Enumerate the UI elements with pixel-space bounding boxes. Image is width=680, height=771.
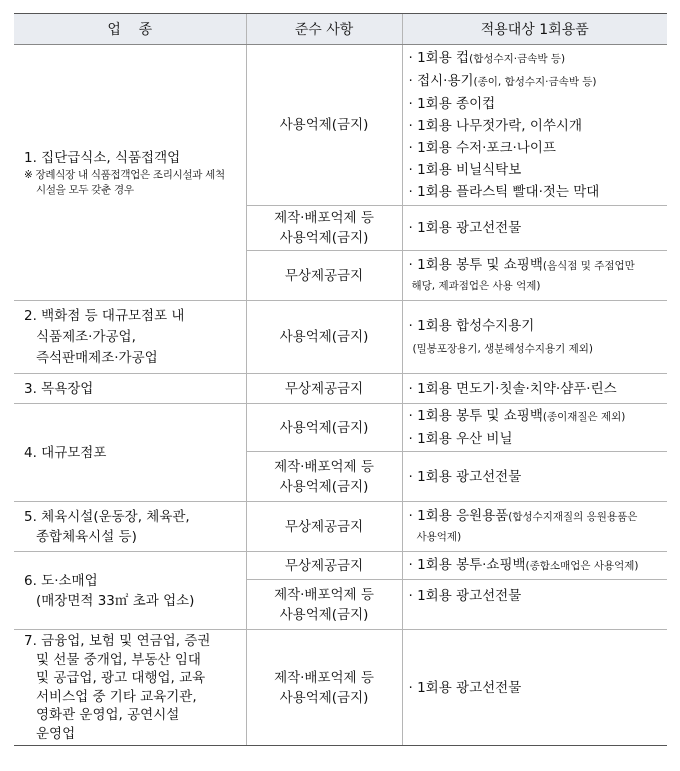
table-row bbox=[14, 502, 667, 552]
list-item: · 1회용 광고선전물 bbox=[408, 220, 522, 236]
target-items-cell bbox=[402, 206, 667, 251]
compliance-cell: 무상제공금지 bbox=[246, 552, 402, 580]
table-row bbox=[14, 552, 667, 580]
list-item: · 1회용 응원용품(합성수지재질의 응원용품은 bbox=[408, 508, 638, 524]
target-items-cell bbox=[402, 404, 667, 452]
target-items-cell bbox=[402, 374, 667, 404]
target-items-cell bbox=[402, 251, 667, 301]
business-type-cell: 5. 체육시설(운동장, 체육관, 종합체육시설 등) bbox=[14, 502, 246, 552]
list-item-detail: 사용억제) bbox=[416, 531, 462, 543]
compliance-cell: 무상제공금지 bbox=[246, 502, 402, 552]
target-items-cell bbox=[402, 452, 667, 502]
business-type-label: 1. 집단급식소, 식품접객업 bbox=[24, 149, 181, 166]
header-target-items: 적용대상 1회용품 bbox=[402, 14, 667, 45]
list-item: · 1회용 종이컵 bbox=[408, 96, 496, 112]
list-item: · 1회용 봉투·쇼핑백(종합소매업은 사용억제) bbox=[408, 557, 639, 573]
business-type-cell: 7. 금융업, 보험 및 연금업, 증권 및 선물 중개업, 부동산 임대 및 공급업, 광고 대행업, 교육 서비스업 중 기타 교육기관, 영화관 운영업, 공연시설 운영업 bbox=[14, 630, 246, 746]
business-type-cell: 4. 대규모점포 bbox=[14, 404, 246, 502]
business-type-cell: 6. 도·소매업 (매장면적 33㎡ 초과 업소) bbox=[14, 552, 246, 630]
list-item: · 1회용 수저·포크·나이프 bbox=[408, 140, 556, 156]
target-items-cell bbox=[402, 301, 667, 374]
list-item: · 1회용 광고선전물 bbox=[408, 468, 522, 485]
table-row bbox=[14, 630, 667, 746]
compliance-cell: 사용억제(금지) bbox=[246, 404, 402, 452]
regulation-table bbox=[14, 13, 667, 746]
compliance-cell: 제작·배포억제 등 사용억제(금지) bbox=[246, 630, 402, 746]
list-item: · 1회용 플라스틱 빨대·젓는 막대 bbox=[408, 184, 600, 200]
list-item: · 접시·용기(종이, 합성수지·금속박 등) bbox=[408, 73, 597, 89]
list-item: · 1회용 비닐식탁보 bbox=[408, 162, 522, 178]
business-type-cell bbox=[14, 45, 246, 301]
list-item: · 1회용 광고선전물 bbox=[408, 679, 522, 696]
list-item: · 1회용 우산 비닐 bbox=[408, 431, 513, 447]
business-type-cell: 2. 백화점 등 대규모점포 내 식품제조·가공업, 즉석판매제조·가공업 bbox=[14, 301, 246, 374]
compliance-cell: 제작·배포억제 등 사용억제(금지) bbox=[246, 452, 402, 502]
compliance-cell: 제작·배포억제 등 사용억제(금지) bbox=[246, 206, 402, 251]
compliance-cell: 무상제공금지 bbox=[246, 374, 402, 404]
compliance-cell: 제작·배포억제 등 사용억제(금지) bbox=[246, 580, 402, 630]
list-item: · 1회용 봉투 및 쇼핑백(음식점 및 주점업만 bbox=[408, 257, 635, 273]
business-type-note: 시설을 모두 갖춘 경우 bbox=[36, 183, 134, 196]
table-header-row bbox=[14, 14, 667, 45]
compliance-cell: 사용억제(금지) bbox=[246, 45, 402, 206]
list-item: · 1회용 합성수지용기 bbox=[408, 317, 535, 334]
list-item: · 1회용 광고선전물 bbox=[408, 588, 522, 604]
table-row bbox=[14, 301, 667, 374]
target-items-cell bbox=[402, 45, 667, 206]
list-item-detail: (밀봉포장용기, 생분해성수지용기 제외) bbox=[412, 342, 593, 355]
target-items-cell bbox=[402, 502, 667, 552]
business-type-cell: 3. 목욕장업 bbox=[14, 374, 246, 404]
header-compliance: 준수 사항 bbox=[246, 14, 402, 45]
table-row bbox=[14, 374, 667, 404]
compliance-cell: 무상제공금지 bbox=[246, 251, 402, 301]
list-item: · 1회용 컵(합성수지·금속박 등) bbox=[408, 50, 566, 66]
list-item: · 1회용 면도기·칫솔·치약·샴푸·린스 bbox=[408, 380, 617, 397]
target-items-cell bbox=[402, 580, 667, 630]
header-business-type: 업 종 bbox=[14, 14, 246, 45]
table-row bbox=[14, 45, 667, 206]
target-items-cell bbox=[402, 552, 667, 580]
compliance-cell: 사용억제(금지) bbox=[246, 301, 402, 374]
list-item-detail: 해당, 제과점업은 사용 억제) bbox=[411, 280, 541, 292]
business-type-note: ※ 장례식장 내 식품접객업은 조리시설과 세척 bbox=[24, 168, 225, 181]
target-items-cell bbox=[402, 630, 667, 746]
table-row bbox=[14, 404, 667, 452]
list-item: · 1회용 봉투 및 쇼핑백(종이재질은 제외) bbox=[408, 408, 626, 424]
list-item: · 1회용 나무젓가락, 이쑤시개 bbox=[408, 118, 582, 134]
